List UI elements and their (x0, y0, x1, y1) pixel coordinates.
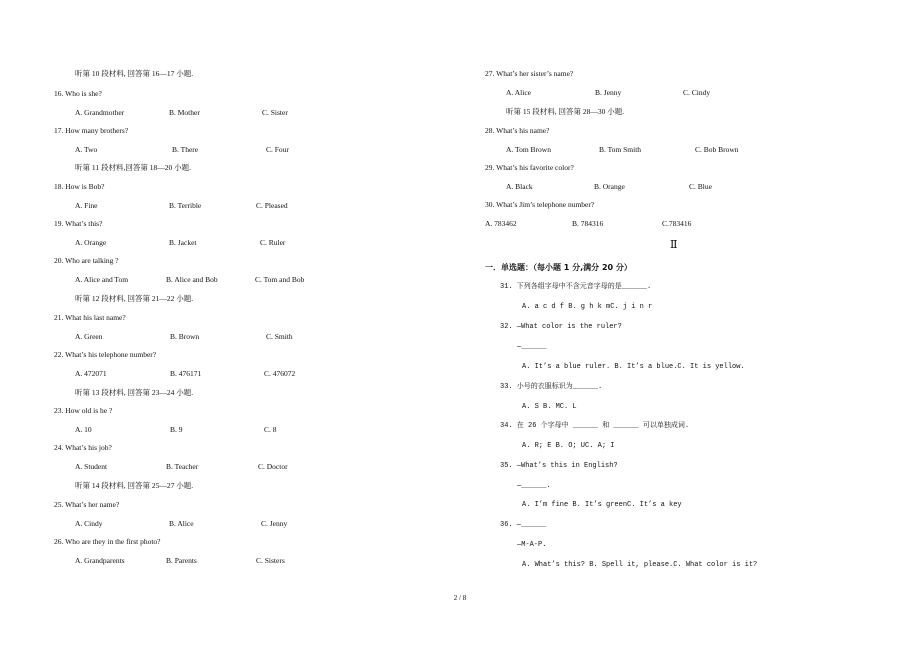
option-23-a: A. 10 (75, 425, 92, 434)
question-30: 30. What’s Jim’s telephone number? (485, 200, 595, 209)
option-16-c: C. Sister (262, 108, 288, 117)
option-22-b: B. 476171 (170, 369, 202, 378)
option-20-a: A. Alice and Tom (75, 275, 129, 284)
question-26: 26. Who are they in the first photo? (54, 537, 161, 546)
question-29: 29. What’s his favorite color? (485, 163, 574, 172)
option-21-c: C. Smith (266, 332, 293, 341)
question-36: 36. —______ (500, 521, 547, 529)
question-19: 19. What’s this? (54, 219, 103, 228)
option-27-b: B. Jenny (595, 88, 622, 97)
option-28-a: A. Tom Brown (506, 145, 551, 154)
option-21-b: B. Brown (170, 332, 200, 341)
question-22: 22. What’s his telephone number? (54, 350, 157, 359)
part-numeral: Ⅱ (670, 238, 678, 251)
option-20-c: C. Tom and Bob (255, 275, 305, 284)
question-20: 20. Who are talking ? (54, 256, 119, 265)
option-30-a: A. 783462 (485, 219, 517, 228)
option-25-c: C. Jenny (261, 519, 288, 528)
option-17-c: C. Four (266, 145, 289, 154)
option-16-a: A. Grandmother (75, 108, 125, 117)
option-19-c: C. Ruler (260, 238, 286, 247)
option-18-c: C. Pleased (256, 201, 288, 210)
question-32: 32. —What color is the ruler? (500, 323, 622, 331)
option-24-b: B. Teacher (166, 462, 199, 471)
question-31: 31. 下列各组字母中不含元音字母的是______. (500, 283, 652, 291)
question-18: 18. How is Bob? (54, 182, 105, 191)
page-number: 2 / 8 (453, 594, 467, 602)
instruction-14: 听第 14 段材料, 回答第 25—27 小题. (75, 481, 194, 490)
option-22-c: C. 476072 (264, 369, 296, 378)
option-20-b: B. Alice and Bob (166, 275, 218, 284)
option-24-a: A. Student (75, 462, 108, 471)
option-23-b: B. 9 (170, 425, 183, 434)
options-35: A. I’m fine B. It’s greenC. It’s a key (522, 501, 682, 509)
question-35: 35. —What’s this in English? (500, 462, 618, 470)
option-25-b: B. Alice (169, 519, 194, 528)
option-23-c: C. 8 (264, 425, 277, 434)
option-17-b: B. There (172, 145, 199, 154)
option-25-a: A. Cindy (75, 519, 103, 528)
option-19-a: A. Orange (75, 238, 107, 247)
option-30-c: C.783416 (662, 219, 692, 228)
question-28: 28. What’s his name? (485, 126, 550, 135)
options-31: A. a c d f B. g h k mC. j i n r (522, 303, 653, 311)
option-18-b: B. Terrible (169, 201, 202, 210)
question-34: 34. 在 26 个字母中 ______ 和 ______ 可以单独成词. (500, 422, 690, 430)
option-29-a: A. Black (506, 182, 533, 191)
option-26-c: C. Sisters (256, 556, 285, 565)
section-heading: 一．单选题：（每小题 1 分,满分 20 分） (485, 263, 632, 272)
option-26-a: A. Grandparents (75, 556, 125, 565)
option-27-a: A. Alice (506, 88, 531, 97)
options-33: A. S B. MC. L (522, 403, 577, 411)
options-36: A. What’s this? B. Spell it, please.C. What color is it? (522, 561, 758, 569)
instruction-12: 听第 12 段材料, 回答第 21—22 小题. (75, 294, 194, 303)
question-33: 33. 小号的衣服标识为______. (500, 383, 603, 391)
question-27: 27. What’s her sister’s name? (485, 69, 574, 78)
option-30-b: B. 784316 (572, 219, 604, 228)
answer-blank-32: —______ (517, 343, 547, 351)
option-29-c: C. Blue (689, 182, 712, 191)
answer-blank-35: —______. (517, 482, 551, 490)
option-27-c: C. Cindy (683, 88, 711, 97)
instruction-13: 听第 13 段材料, 回答第 23—24 小题. (75, 388, 194, 397)
option-18-a: A. Fine (75, 201, 98, 210)
question-21: 21. What his last name? (54, 313, 126, 322)
options-32: A. It’s a blue ruler. B. It’s a blue.C. It is yellow. (522, 363, 745, 371)
option-29-b: B. Orange (594, 182, 625, 191)
instruction-15: 听第 15 段材料, 回答第 28—30 小题. (506, 107, 625, 116)
options-34: A. R; E B. O; UC. A; I (522, 442, 615, 450)
option-19-b: B. Jacket (169, 238, 197, 247)
question-16: 16. Who is she? (54, 89, 102, 98)
answer-line-36: —M-A-P. (517, 541, 547, 549)
question-17: 17. How many brothers? (54, 126, 129, 135)
instruction-10: 听第 10 段材料, 回答第 16—17 小题. (75, 69, 194, 78)
question-25: 25. What’s her name? (54, 500, 120, 509)
option-26-b: B. Parents (166, 556, 197, 565)
question-23: 23. How old is he ? (54, 406, 113, 415)
option-16-b: B. Mother (169, 108, 200, 117)
instruction-11: 听第 11 段材料,回答第 18—20 小题. (75, 163, 191, 172)
option-21-a: A. Green (75, 332, 103, 341)
option-28-b: B. Tom Smith (599, 145, 642, 154)
option-28-c: C. Bob Brown (695, 145, 739, 154)
question-24: 24. What’s his job? (54, 443, 112, 452)
option-17-a: A. Two (75, 145, 98, 154)
option-22-a: A. 472071 (75, 369, 107, 378)
option-24-c: C. Doctor (258, 462, 288, 471)
